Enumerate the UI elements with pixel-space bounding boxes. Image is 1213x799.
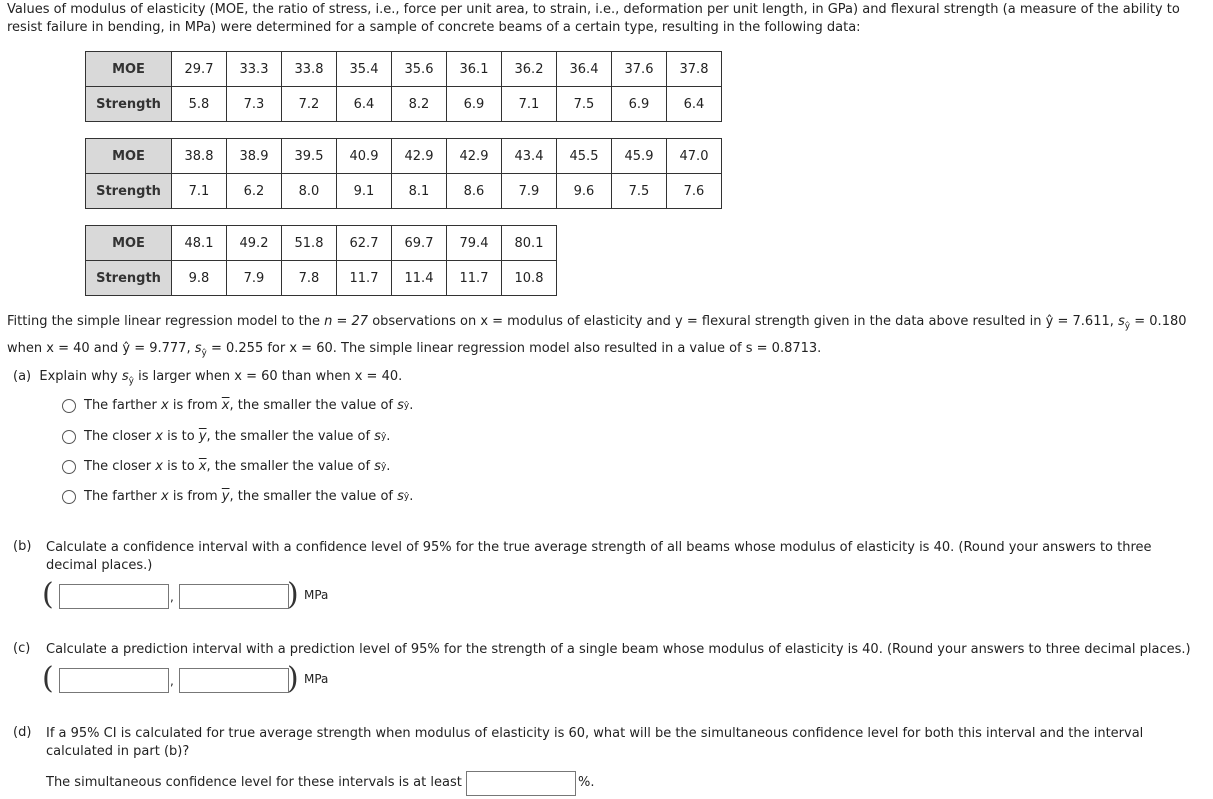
moe-cell: 48.1 (172, 226, 227, 261)
strength-cell: 6.9 (447, 87, 502, 122)
moe-cell: 51.8 (282, 226, 337, 261)
moe-cell: 42.9 (447, 139, 502, 174)
strength-cell: 6.2 (227, 174, 282, 209)
part-a-question: (a) Explain why $s_ŷ$ is larger when x = 60 than when x = 40. (13, 369, 403, 387)
data-table-1 (85, 51, 722, 122)
part-d-label: (d) (13, 725, 32, 740)
strength-cell: 7.2 (282, 87, 337, 122)
strength-cell: 7.8 (282, 261, 337, 296)
moe-header: MOE (86, 139, 172, 174)
strength-cell: 7.5 (612, 174, 667, 209)
open-paren: ( (42, 661, 54, 696)
strength-cell: 7.9 (502, 174, 557, 209)
strength-cell: 7.3 (227, 87, 282, 122)
moe-cell: 45.5 (557, 139, 612, 174)
moe-cell: 38.9 (227, 139, 282, 174)
moe-cell: 36.4 (557, 52, 612, 87)
strength-row (86, 87, 722, 122)
strength-cell: 5.8 (172, 87, 227, 122)
moe-row (86, 139, 722, 174)
part-c-label: (c) (13, 641, 31, 656)
radio-button[interactable] (62, 430, 76, 444)
pi-upper-input[interactable] (179, 668, 289, 693)
moe-cell: 79.4 (447, 226, 502, 261)
strength-cell: 11.7 (337, 261, 392, 296)
radio-button[interactable] (62, 490, 76, 504)
moe-header: MOE (86, 52, 172, 87)
moe-cell: 62.7 (337, 226, 392, 261)
moe-cell: 35.4 (337, 52, 392, 87)
option-a2[interactable]: The closer x is to $\overline{y}$ , the smaller the value of s ŷ . (62, 429, 390, 444)
moe-cell: 38.8 (172, 139, 227, 174)
pi-unit: MPa (304, 672, 329, 686)
moe-cell: 47.0 (667, 139, 722, 174)
fit-statement: Fitting the simple linear regression model to the n = 27 observations on x = modulus of elasticity and y = flexural strength given in the data above resulted in ŷ = 7.611, $s_ŷ = 0.180$ when x = 40 and ŷ = 9.777, $s_ŷ = 0.255$ for x = 60. The simple linear regression model also resulted in a value of s = 0.8713. (7, 314, 1187, 359)
moe-cell: 36.1 (447, 52, 502, 87)
strength-cell: 10.8 (502, 261, 557, 296)
option-a3[interactable]: The closer x is to $\overline{x}$ , the smaller the value of s ŷ . (62, 459, 390, 474)
ci-lower-input[interactable] (59, 584, 169, 609)
moe-cell: 49.2 (227, 226, 282, 261)
comma: , (170, 674, 174, 688)
pi-lower-input[interactable] (59, 668, 169, 693)
moe-cell: 39.5 (282, 139, 337, 174)
comma: , (170, 590, 174, 604)
data-table-3 (85, 225, 557, 296)
moe-cell: 40.9 (337, 139, 392, 174)
strength-cell: 7.1 (502, 87, 557, 122)
moe-cell: 43.4 (502, 139, 557, 174)
moe-cell: 45.9 (612, 139, 667, 174)
strength-cell: 11.4 (392, 261, 447, 296)
moe-row (86, 226, 557, 261)
strength-cell: 9.1 (337, 174, 392, 209)
strength-cell: 9.6 (557, 174, 612, 209)
part-d-answer-prompt: The simultaneous confidence level for these intervals is at least (46, 775, 462, 790)
part-c-question: Calculate a prediction interval with a prediction level of 95% for the strength of a single beam whose modulus of elasticity is 40. (Round your answers to three decimal places.) (46, 642, 1191, 657)
simultaneous-level-input[interactable] (466, 771, 576, 796)
strength-cell: 9.8 (172, 261, 227, 296)
strength-cell: 6.4 (337, 87, 392, 122)
moe-cell: 36.2 (502, 52, 557, 87)
moe-cell: 33.8 (282, 52, 337, 87)
strength-cell: 8.0 (282, 174, 337, 209)
strength-header: Strength (86, 261, 172, 296)
moe-cell: 80.1 (502, 226, 557, 261)
moe-cell: 29.7 (172, 52, 227, 87)
strength-header: Strength (86, 87, 172, 122)
strength-header: Strength (86, 174, 172, 209)
strength-row (86, 174, 722, 209)
strength-cell: 8.6 (447, 174, 502, 209)
ci-upper-input[interactable] (179, 584, 289, 609)
strength-cell: 7.1 (172, 174, 227, 209)
moe-cell: 42.9 (392, 139, 447, 174)
part-d-question: If a 95% CI is calculated for true average strength when modulus of elasticity is 60, what will be the simultaneous confidence level for both this interval and the interval calculated in part (b)? (46, 726, 1144, 759)
strength-cell: 6.4 (667, 87, 722, 122)
part-b-question: Calculate a confidence interval with a confidence level of 95% for the true average strength of all beams whose modulus of elasticity is 40. (Round your answers to three decimal places.) (46, 540, 1152, 573)
radio-button[interactable] (62, 399, 76, 413)
data-table-2 (85, 138, 722, 209)
moe-cell: 69.7 (392, 226, 447, 261)
moe-cell: 33.3 (227, 52, 282, 87)
moe-cell: 35.6 (392, 52, 447, 87)
strength-cell: 7.9 (227, 261, 282, 296)
strength-cell: 6.9 (612, 87, 667, 122)
moe-row (86, 52, 722, 87)
intro-text: Values of modulus of elasticity (MOE, the ratio of stress, i.e., force per unit area, to strain, i.e., deformation per unit length, in GPa) and flexural strength (a measure of the ability to resist failure in bending, in MPa) were determined for a sample of concrete beams of a certain type, resulting in the following data: (7, 2, 1180, 35)
strength-row (86, 261, 557, 296)
close-paren: ) (287, 577, 299, 612)
moe-cell: 37.6 (612, 52, 667, 87)
open-paren: ( (42, 577, 54, 612)
option-a4[interactable]: The farther x is from $\overline{y}$ , the smaller the value of s ŷ . (62, 489, 413, 504)
strength-cell: 7.6 (667, 174, 722, 209)
part-b-label: (b) (13, 539, 32, 554)
strength-cell: 11.7 (447, 261, 502, 296)
radio-button[interactable] (62, 460, 76, 474)
strength-cell: 8.1 (392, 174, 447, 209)
strength-cell: 8.2 (392, 87, 447, 122)
close-paren: ) (287, 661, 299, 696)
ci-unit: MPa (304, 588, 329, 602)
option-a1[interactable]: The farther x is from $\overline{x}$ , the smaller the value of s ŷ . (62, 398, 413, 413)
strength-cell: 7.5 (557, 87, 612, 122)
moe-cell: 37.8 (667, 52, 722, 87)
moe-header: MOE (86, 226, 172, 261)
percent-unit: %. (578, 775, 595, 790)
